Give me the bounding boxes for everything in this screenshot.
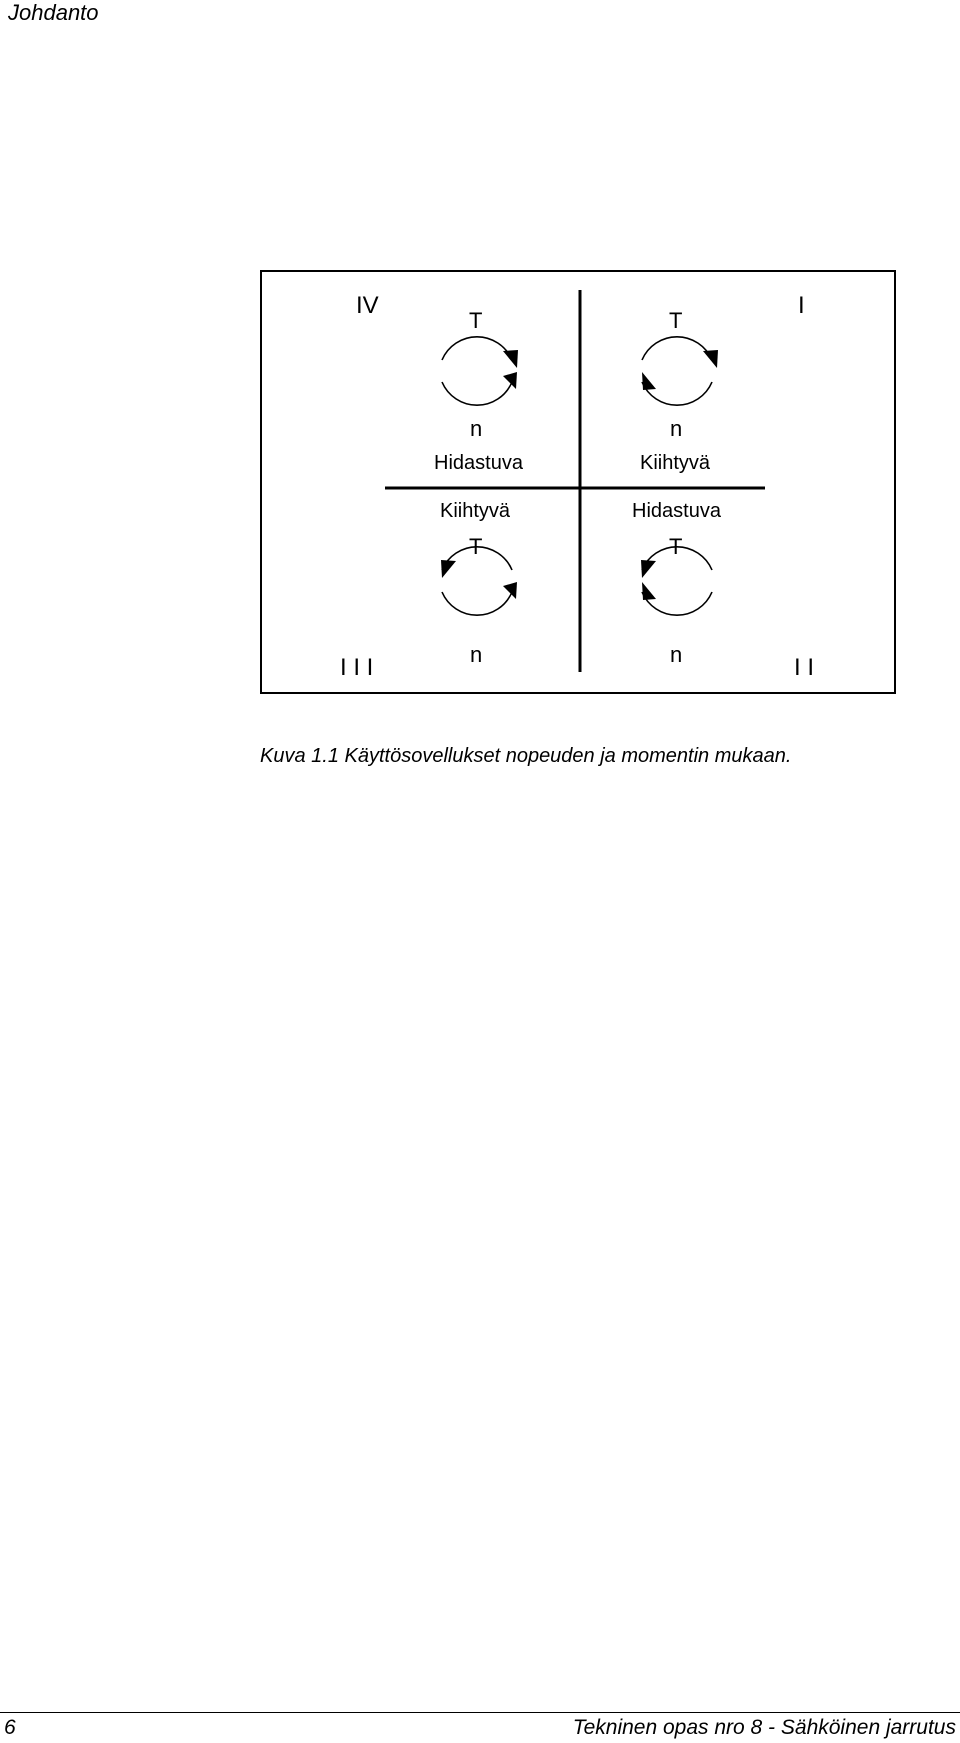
guide-title: Tekninen opas nro 8 - Sähköinen jarrutus <box>572 1716 956 1739</box>
q4-rotation-icon <box>442 337 518 405</box>
q1-torque-symbol: T <box>669 308 683 333</box>
q2-torque-symbol: T <box>669 534 683 559</box>
q4-torque-symbol: T <box>469 308 483 333</box>
section-header: Johdanto <box>8 0 99 25</box>
q3-mode-label: Kiihtyvä <box>440 500 511 522</box>
q1-mode-label: Kiihtyvä <box>640 452 711 474</box>
q2-speed-symbol: n <box>670 642 683 667</box>
q2-mode-label: Hidastuva <box>632 500 721 522</box>
quadrant-i-label: I <box>798 292 805 319</box>
q3-speed-symbol: n <box>470 642 483 667</box>
page-number: 6 <box>4 1716 16 1739</box>
quadrant-diagram <box>262 272 898 696</box>
footer-divider <box>0 1712 960 1713</box>
q4-speed-symbol: n <box>470 416 483 441</box>
quadrant-iv-label: IV <box>356 292 379 319</box>
figure-caption: Kuva 1.1 Käyttösovellukset nopeuden ja momentin mukaan. <box>260 745 792 767</box>
quadrant-ii-label: I I <box>794 654 815 681</box>
q3-torque-symbol: T <box>469 534 483 559</box>
quadrant-iii-label: I I I <box>340 654 374 681</box>
q1-rotation-icon <box>642 337 718 405</box>
q1-speed-symbol: n <box>670 416 683 441</box>
q4-mode-label: Hidastuva <box>434 452 523 474</box>
quadrant-figure <box>260 270 896 694</box>
